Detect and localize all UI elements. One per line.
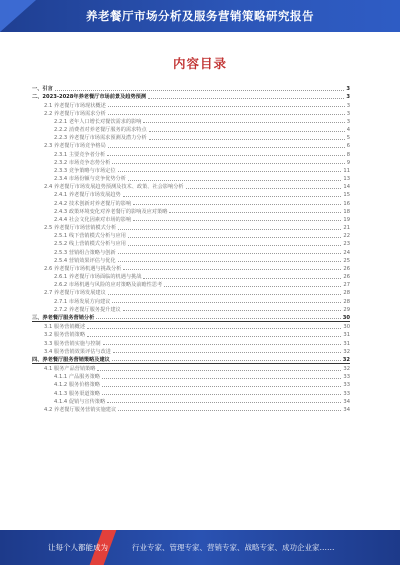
toc-title: 内容目录 — [172, 56, 227, 71]
toc-dot-leader — [123, 196, 342, 197]
toc-entry[interactable] — [32, 305, 350, 313]
toc-entry-page: 31 — [343, 332, 350, 339]
toc-dot-leader — [96, 318, 341, 319]
toc-entry[interactable] — [32, 158, 350, 166]
toc-dot-leader — [87, 328, 341, 329]
toc-dot-leader — [128, 237, 341, 238]
toc-entry-page: 28 — [343, 290, 350, 297]
toc-entry-page: 11 — [343, 167, 350, 174]
toc-dot-leader — [143, 122, 344, 123]
toc-dot-leader — [113, 352, 341, 353]
toc-dot-leader — [118, 171, 342, 172]
toc-dot-leader — [149, 139, 345, 140]
toc-entry-page: 6 — [346, 143, 350, 150]
toc-dot-leader — [87, 336, 341, 337]
toc-entry-page: 27 — [343, 282, 350, 289]
toc-dot-leader — [186, 188, 342, 189]
toc-entry-label: 3.1 服务营销概述 — [44, 324, 86, 331]
toc-entry-label: 3.2 服务营销策略 — [44, 332, 86, 339]
toc-entry[interactable] — [32, 256, 350, 264]
toc-entry[interactable] — [32, 347, 350, 355]
toc-entry-page: 3 — [346, 102, 350, 109]
toc-entry[interactable] — [32, 231, 350, 239]
table-of-contents — [32, 84, 350, 413]
toc-entry[interactable] — [32, 166, 350, 174]
toc-entry-page: 3 — [346, 86, 350, 93]
toc-entry-label: 2.7 养老餐厅市场发展建议 — [44, 290, 106, 297]
toc-entry[interactable] — [32, 388, 350, 396]
toc-dot-leader — [55, 90, 345, 91]
toc-entry-page: 26 — [343, 265, 350, 272]
toc-entry-page: 25 — [343, 257, 350, 264]
toc-entry-page: 30 — [342, 314, 350, 321]
toc-entry-page: 8 — [346, 151, 350, 158]
toc-entry-page: 33 — [343, 374, 350, 381]
toc-entry-label: 2.3.1 主要竞争者分析 — [54, 151, 106, 158]
toc-entry-label: 二、2023-2028年养老餐厅市场前景及趋势预测 — [32, 94, 147, 101]
toc-dot-leader — [108, 147, 345, 148]
toc-dot-leader — [164, 286, 341, 287]
toc-entry[interactable] — [32, 280, 350, 288]
toc-entry-page: 22 — [343, 233, 350, 240]
toc-dot-leader — [112, 360, 341, 361]
toc-entry[interactable] — [32, 288, 350, 296]
toc-dot-leader — [133, 220, 341, 221]
toc-entry[interactable] — [32, 380, 350, 388]
toc-entry-label: 2.3.2 市场竞争态势分析 — [54, 159, 111, 166]
toc-entry-page: 3 — [346, 110, 350, 117]
toc-entry-label: 2.5.2 线上营销模式分析与应用 — [54, 241, 126, 248]
toc-entry[interactable] — [32, 174, 350, 182]
toc-entry-page: 33 — [343, 390, 350, 397]
toc-entry[interactable] — [32, 182, 350, 190]
toc-entry[interactable] — [32, 109, 350, 117]
toc-dot-leader — [108, 114, 345, 115]
toc-entry-page: 16 — [343, 200, 350, 207]
toc-dot-leader — [107, 402, 341, 403]
toc-entry[interactable] — [32, 272, 350, 280]
toc-entry-label: 2.6.2 市场机遇与风险的应对策略及前瞻性思考 — [54, 282, 163, 289]
toc-entry-page: 4 — [346, 127, 350, 134]
toc-entry[interactable] — [32, 84, 350, 92]
toc-entry-label: 2.5.1 线下营销模式分析与应用 — [54, 233, 126, 240]
toc-dot-leader — [118, 253, 342, 254]
toc-entry-label: 4.1.3 服务渠道策略 — [54, 390, 100, 397]
toc-entry-page: 24 — [343, 249, 350, 256]
toc-dot-leader — [97, 370, 341, 371]
toc-entry-label: 4.2 养老餐厅服务营销实施建议 — [44, 406, 117, 413]
toc-entry-page: 34 — [343, 406, 350, 413]
toc-entry-page: 13 — [343, 176, 350, 183]
toc-dot-leader — [123, 310, 342, 311]
toc-dot-leader — [169, 212, 341, 213]
toc-entry[interactable] — [32, 223, 350, 231]
toc-dot-leader — [102, 394, 341, 395]
toc-entry-label: 2.7.1 市场发展方向建议 — [54, 298, 111, 305]
toc-entry[interactable] — [32, 405, 350, 413]
toc-entry-page: 31 — [343, 340, 350, 347]
toc-entry[interactable] — [32, 372, 350, 380]
toc-entry-label: 2.5 养老餐厅市场营销模式分析 — [44, 225, 117, 232]
toc-entry-label: 四、养老餐厅服务营销策略及建议 — [32, 356, 110, 363]
toc-entry-page: 32 — [343, 348, 350, 355]
toc-dot-leader — [128, 180, 341, 181]
toc-entry-page: 26 — [343, 274, 350, 281]
toc-entry-label: 2.4 养老餐厅市场发展趋势预测及技术、政策、社会影响分析 — [44, 184, 184, 191]
toc-dot-leader — [143, 278, 341, 279]
toc-entry-label: 2.4.1 养老餐厅市场发展趋势 — [54, 192, 121, 199]
toc-entry-label: 一、引言 — [32, 86, 53, 93]
toc-entry[interactable] — [32, 198, 350, 206]
toc-entry-page: 28 — [343, 298, 350, 305]
toc-entry[interactable] — [32, 117, 350, 125]
footer-bar — [0, 530, 400, 565]
toc-entry-label: 三、养老餐厅服务营销分析 — [32, 314, 95, 321]
toc-dot-leader — [102, 386, 341, 387]
toc-dot-leader — [123, 269, 341, 270]
report-title: 养老餐厅市场分析及服务营销策略研究报告 — [86, 9, 314, 23]
toc-dot-leader — [103, 344, 342, 345]
toc-entry-label: 2.3.3 竞争策略与市场定位 — [54, 167, 116, 174]
toc-dot-leader — [108, 294, 342, 295]
toc-entry-label: 2.5.3 营销组合策略与创新 — [54, 249, 116, 256]
toc-entry[interactable] — [32, 397, 350, 405]
toc-entry-label: 2.3 养老餐厅市场竞争格局 — [44, 143, 106, 150]
toc-entry-page: 23 — [343, 241, 350, 248]
toc-entry[interactable] — [32, 338, 350, 346]
toc-dot-leader — [107, 155, 345, 156]
toc-entry[interactable] — [32, 313, 350, 322]
toc-dot-leader — [149, 131, 345, 132]
toc-entry-label: 4.1.1 产品服务策略 — [54, 374, 100, 381]
toc-entry-label: 2.2 养老餐厅市场需求分析 — [44, 110, 106, 117]
toc-entry-page: 34 — [343, 398, 350, 405]
toc-dot-leader — [112, 163, 344, 164]
toc-entry[interactable] — [32, 322, 350, 330]
toc-entry-page: 9 — [346, 159, 350, 166]
toc-entry-label: 2.4.3 政策环境变化对养老餐厅的影响及应对策略 — [54, 208, 168, 215]
toc-entry-label: 2.6 养老餐厅市场机遇与挑战分析 — [44, 265, 122, 272]
toc-dot-leader — [133, 204, 341, 205]
toc-dot-leader — [112, 302, 341, 303]
toc-entry-label: 2.6.1 养老餐厅市场面临的机遇与挑战 — [54, 274, 142, 281]
toc-entry-label: 4.1 服务产品营销策略 — [44, 366, 96, 373]
toc-entry-label: 2.2.3 养老餐厅市场需求预测及潜力分析 — [54, 135, 147, 142]
toc-entry[interactable] — [32, 330, 350, 338]
toc-entry-label: 2.2.1 老年人口增长对餐饮需求的影响 — [54, 118, 142, 125]
toc-entry-page: 30 — [343, 324, 350, 331]
toc-entry-page: 5 — [346, 135, 350, 142]
footer-slogan: 让每个人都能成为 — [48, 543, 108, 552]
footer-tagline: 行业专家、管理专家、营销专家、战略专家、成功企业家…… — [132, 543, 335, 552]
toc-entry-page: 33 — [343, 382, 350, 389]
toc-entry[interactable] — [32, 364, 350, 372]
toc-entry-label: 2.5.4 营销效果评估与优化 — [54, 257, 116, 264]
toc-entry[interactable] — [32, 190, 350, 198]
toc-dot-leader — [108, 106, 345, 107]
toc-entry-label: 2.4.4 社会文化因素对市场的影响 — [54, 216, 132, 223]
toc-entry-page: 15 — [343, 192, 350, 199]
toc-entry-label: 3.3 服务营销实施与控制 — [44, 340, 101, 347]
toc-entry[interactable] — [32, 264, 350, 272]
toc-entry-page: 14 — [343, 184, 350, 191]
toc-entry[interactable] — [32, 247, 350, 255]
toc-entry-page: 29 — [343, 306, 350, 313]
toc-entry-label: 2.7.2 养老餐厅服务提升建议 — [54, 306, 121, 313]
toc-entry-label: 4.1.2 服务价格策略 — [54, 382, 100, 389]
toc-entry[interactable] — [32, 239, 350, 247]
toc-entry-page: 18 — [343, 208, 350, 215]
toc-entry[interactable] — [32, 125, 350, 133]
toc-entry[interactable] — [32, 149, 350, 157]
toc-entry-page: 21 — [343, 225, 350, 232]
toc-entry[interactable] — [32, 141, 350, 149]
toc-entry-label: 2.4.2 技术创新对养老餐厅的影响 — [54, 200, 132, 207]
toc-entry-page: 32 — [343, 366, 350, 373]
toc-dot-leader — [102, 378, 341, 379]
toc-entry[interactable] — [32, 133, 350, 141]
toc-entry[interactable] — [32, 207, 350, 215]
toc-entry-page: 19 — [343, 216, 350, 223]
toc-entry-label: 4.1.4 促销与宣传策略 — [54, 398, 106, 405]
toc-entry[interactable] — [32, 296, 350, 304]
toc-entry-page: 32 — [342, 356, 350, 363]
toc-entry-label: 2.1 养老餐厅市场现状概述 — [44, 102, 106, 109]
toc-entry-label: 2.3.4 市场份额与竞争优势分析 — [54, 176, 126, 183]
toc-entry-page: 3 — [346, 94, 350, 101]
header-bar — [0, 0, 400, 32]
toc-entry[interactable] — [32, 92, 350, 100]
toc-dot-leader — [128, 245, 341, 246]
toc-dot-leader — [118, 229, 341, 230]
toc-entry[interactable] — [32, 215, 350, 223]
toc-entry-label: 2.2.2 消费者对养老餐厅服务的需求特点 — [54, 127, 147, 134]
toc-entry-page: 3 — [346, 118, 350, 125]
toc-dot-leader — [118, 410, 341, 411]
toc-dot-leader — [148, 98, 344, 99]
toc-entry[interactable] — [32, 355, 350, 364]
toc-entry-label: 3.4 服务营销效果评估与改进 — [44, 348, 111, 355]
toc-dot-leader — [118, 261, 342, 262]
toc-entry[interactable] — [32, 100, 350, 108]
